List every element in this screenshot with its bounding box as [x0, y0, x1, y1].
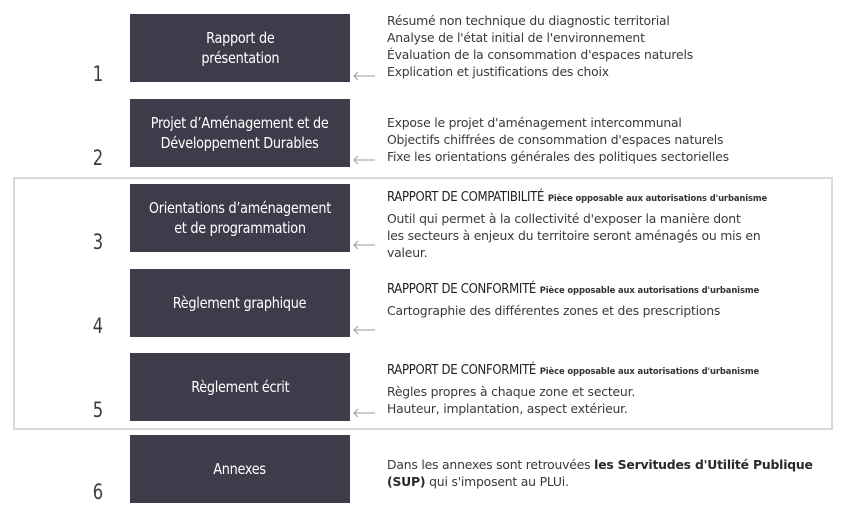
- annex-line: [387, 456, 837, 473]
- desc-line: Hauteur, implantation, aspect extérieur.: [387, 401, 628, 416]
- annex-bold-sup: (SUP): [387, 474, 426, 489]
- row-number: 3: [92, 230, 104, 254]
- report-tag: RAPPORT DE COMPATIBILITÉ: [387, 190, 545, 205]
- row-description: [387, 114, 837, 165]
- box-label-line: Développement Durables: [161, 134, 319, 152]
- report-subtag: Pièce opposable aux autorisations d'urbanisme: [547, 193, 768, 203]
- row-number: 1: [92, 62, 104, 86]
- annex-suffix: qui s'imposent au PLUi.: [425, 474, 569, 489]
- box-reglement-ecrit: [130, 353, 350, 421]
- row-description: [387, 280, 837, 319]
- box-label-line: Règlement écrit: [190, 378, 290, 396]
- report-subtag: Pièce opposable aux autorisations d'urbanisme: [539, 285, 760, 295]
- desc-line: valeur.: [387, 245, 428, 260]
- box-label-line: Orientations d’aménagement: [148, 199, 332, 217]
- desc-line: les secteurs à enjeux du territoire seront aménagés ou mis en: [387, 228, 761, 243]
- report-heading: [387, 188, 837, 207]
- desc-line: Explication et justifications des choix: [387, 64, 609, 79]
- desc-line: Règles propres à chaque zone et secteur.: [387, 384, 636, 399]
- box-label-line: présentation: [201, 49, 279, 67]
- row-description: [387, 361, 837, 417]
- row-description: [387, 12, 837, 80]
- desc-line: Analyse de l'état initial de l'environnement: [387, 30, 645, 45]
- row-description: [387, 456, 837, 490]
- arrow-icon: [352, 71, 376, 81]
- row-number: 6: [92, 480, 104, 504]
- desc-line: Cartographie des différentes zones et des prescriptions: [387, 303, 721, 318]
- annex-bold: les Servitudes d'Utilité Publique: [594, 457, 813, 472]
- desc-line: Objectifs chiffrées de consommation d'espaces naturels: [387, 132, 724, 147]
- annex-prefix: Dans les annexes sont retrouvées: [387, 457, 595, 472]
- box-label-line: Règlement graphique: [173, 294, 307, 312]
- report-subtag: Pièce opposable aux autorisations d'urbanisme: [539, 366, 760, 376]
- box-label-line: Rapport de: [205, 29, 275, 47]
- box-reglement-graphique: [130, 269, 350, 337]
- row-number: 5: [92, 398, 104, 422]
- report-tag: RAPPORT DE CONFORMITÉ: [387, 282, 536, 297]
- box-rapport-presentation: [130, 14, 350, 82]
- box-oap: [130, 184, 350, 252]
- box-padd: [130, 99, 350, 167]
- annex-line: [387, 473, 837, 490]
- report-tag: RAPPORT DE CONFORMITÉ: [387, 363, 536, 378]
- desc-line: Évaluation de la consommation d'espaces naturels: [387, 47, 693, 62]
- desc-line: Expose le projet d'aménagement intercommunal: [387, 115, 682, 130]
- arrow-icon: [352, 325, 376, 335]
- arrow-icon: [352, 155, 376, 165]
- arrow-icon: [352, 408, 376, 418]
- arrow-icon: [352, 240, 376, 250]
- report-heading: [387, 280, 837, 299]
- box-label-line: Projet d’Aménagement et de: [151, 114, 329, 132]
- row-number: 4: [92, 314, 104, 338]
- box-label-line: et de programmation: [174, 219, 306, 237]
- report-heading: [387, 361, 837, 380]
- row-number: 2: [92, 146, 104, 170]
- row-description: [387, 188, 837, 261]
- desc-line: Outil qui permet à la collectivité d'exposer la manière dont: [387, 211, 741, 226]
- box-label-line: Annexes: [213, 460, 267, 478]
- desc-line: Fixe les orientations générales des politiques sectorielles: [387, 149, 729, 164]
- desc-line: Résumé non technique du diagnostic territorial: [387, 13, 670, 28]
- box-annexes: [130, 435, 350, 503]
